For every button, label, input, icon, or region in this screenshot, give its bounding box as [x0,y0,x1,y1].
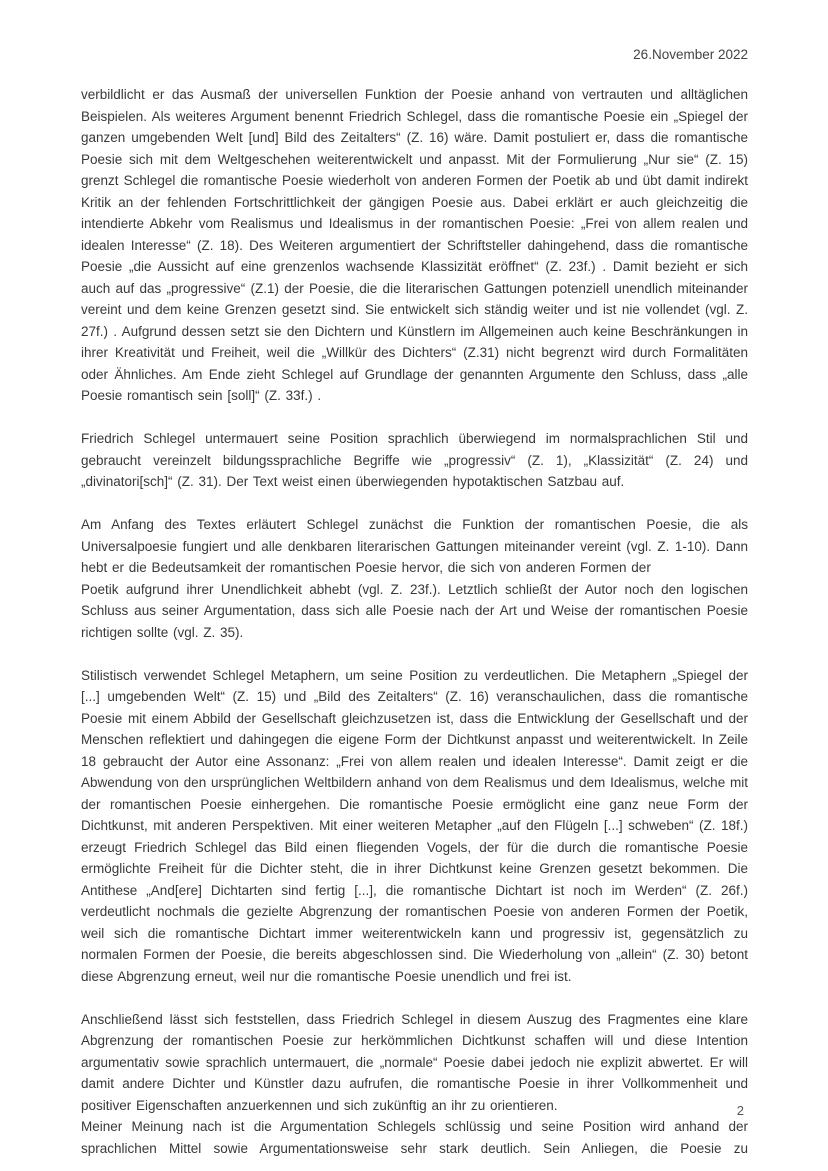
body-paragraph: Am Anfang des Textes erläutert Schlegel zunächst die Funktion der romantischen Poesie, die als Universalpoesie fungiert und alle denkbaren literarischen Gattungen miteinander vereint (vgl. Z. 1-10). Dann hebt er die Bedeutsamkeit der romantischen Poesie hervor, die sich von anderen Formen der [81,517,748,575]
body-paragraph: Stilistisch verwendet Schlegel Metaphern, um seine Position zu verdeutlichen. Die Metaphern „Spiegel der [...] umgebenden Welt“ (Z. 15) und „Bild des Zeitalters“ (Z. 16) veranschaulichen, dass die romantische Poesie mit einem Abbild der Gesellschaft gleichzusetzen ist, dass die Entwicklung der Gesellschaft und der Menschen reflektiert und dahingegen die eigene Form der Dichtkunst anpasst und weiterentwickelt. In Zeile 18 gebraucht der Autor eine Assonanz: „Frei von allem realen und idealen Interesse“. Damit zeigt er die Abwendung von den ursprünglichen Weltbildern anhand von dem Realismus und dem Idealismus, welche mit der romantischen Poesie einhergehen. Die romantische Poesie ermöglicht eine ganz neue Form der Dichtkunst, mit anderen Perspektiven. Mit einer weiteren Metapher „auf den Flügeln [...] schweben“ (Z. 18f.) erzeugt Friedrich Schlegel das Bild einen fliegenden Vogels, der für die durch die romantische Poesie ermöglichte Freiheit für die Dichter steht, die in ihrer Dichtkunst keine Grenzen gesetzt bekommen. Die Antithese „And[ere] Dichtarten sind fertig [...], die romantische Dichtart ist noch im Werden“ (Z. 26f.) verdeutlicht nochmals die gezielte Abgrenzung der romantischen Poesie von anderen Formen der Poetik, weil sich die romantische Dichtart immer weiterentwickeln kann und progressiv ist, gegensätzlich zu normalen Formen der Poesie, die bereits abgeschlossen sind. Die Wiederholung von „allein“ (Z. 30) betont diese Abgrenzung erneut, weil nur die romantische Poesie unendlich und frei ist. [81,667,748,984]
page-number: 2 [736,1103,744,1118]
body-paragraph: verbildlicht er das Ausmaß der universellen Funktion der Poesie anhand von vertrauten und alltäglichen Beispielen. Als weiteres Argument benennt Friedrich Schlegel, dass die romantische Poesie ein „Spiegel der ganzen umgebenden Welt [und] Bild des Zeitalters“ (Z. 16) wäre. Damit postuliert er, dass die romantische Poesie sich mit dem Weltgeschehen weiterentwickelt und anpasst. Mit der Formulierung „Nur sie“ (Z. 15) grenzt Schlegel die romantische Poesie wiederholt von anderen Formen der Poetik ab und übt damit indirekt Kritik an der fehlenden Fortschrittlichkeit der gängigen Poesie aus. Dabei erklärt er auch gleichzeitig die intendierte Abkehr vom Realismus und Idealismus in der romantischen Poesie: „Frei von allem realen und idealen Interesse“ (Z. 18). Des Weiteren argumentiert der Schriftsteller dahingehend, dass die romantische Poesie „die Aussicht auf eine grenzenlos wachsende Klassizität eröffnet“ (Z. 23f.) . Damit bezieht er sich auch auf das „progressive“ (Z.1) der Poesie, die die literarischen Gattungen potenziell unendlich miteinander vereint und dem keine Grenzen gesetzt sind. Sie entwickelt sich ständig weiter und ist nie vollendet (vgl. Z. 27f.) . Aufgrund dessen setzt sie den Dichtern und Künstlern im Allgemeinen auch keine Beschränkungen in ihrer Kreativität und Freiheit, weil die „Willkür des Dichters“ (Z.31) nicht begrenzt wird durch Formalitäten oder Ähnliches. Am Ende zieht Schlegel auf Grundlage der genannten Argumente den Schluss, dass „alle Poesie romantisch sein [soll]“ (Z. 33f.) . [81,87,748,403]
document-body [81,84,748,1159]
date-header: 26.November 2022 [633,47,748,62]
body-paragraph: Anschließend lässt sich feststellen, dass Friedrich Schlegel in diesem Auszug des Fragmentes eine klare Abgrenzung der romantischen Poesie zur herkömmlichen Dichtkunst schaffen will und diese Intention argumentativ sowie sprachlich untermauert, die „normale“ Poesie dabei jedoch nie explizit abwertet. Er will damit andere Dichter und Künstler dazu aufrufen, die romantische Poesie in ihrer Vollkommenheit und positiver Eigenschaften anzuerkennen und sich zukünftig an ihr zu orientieren. [81,1011,748,1113]
body-paragraph: Friedrich Schlegel untermauert seine Position sprachlich überwiegend im normalsprachlichen Stil und gebraucht vereinzelt bildungssprachliche Begriffe wie „progressiv“ (Z. 1), „Klassizität“ (Z. 24) und „divinatori[sch]“ (Z. 31). Der Text weist einen überwiegenden hypotaktischen Satzbau auf. [81,431,748,489]
body-paragraph: Poetik aufgrund ihrer Unendlichkeit abhebt (vgl. Z. 23f.). Letztlich schließt der Autor noch den logischen Schluss aus seiner Argumentation, dass sich alle Poesie nach der Art und Weise der romantischen Poesie richtigen sollte (vgl. Z. 35). [81,581,748,640]
body-paragraph: Meiner Meinung nach ist die Argumentation Schlegels schlüssig und seine Position wird anhand der sprachlichen Mittel sowie Argumentationsweise sehr stark deutlich. Sein Anliegen, die Poesie zu [81,1119,748,1156]
